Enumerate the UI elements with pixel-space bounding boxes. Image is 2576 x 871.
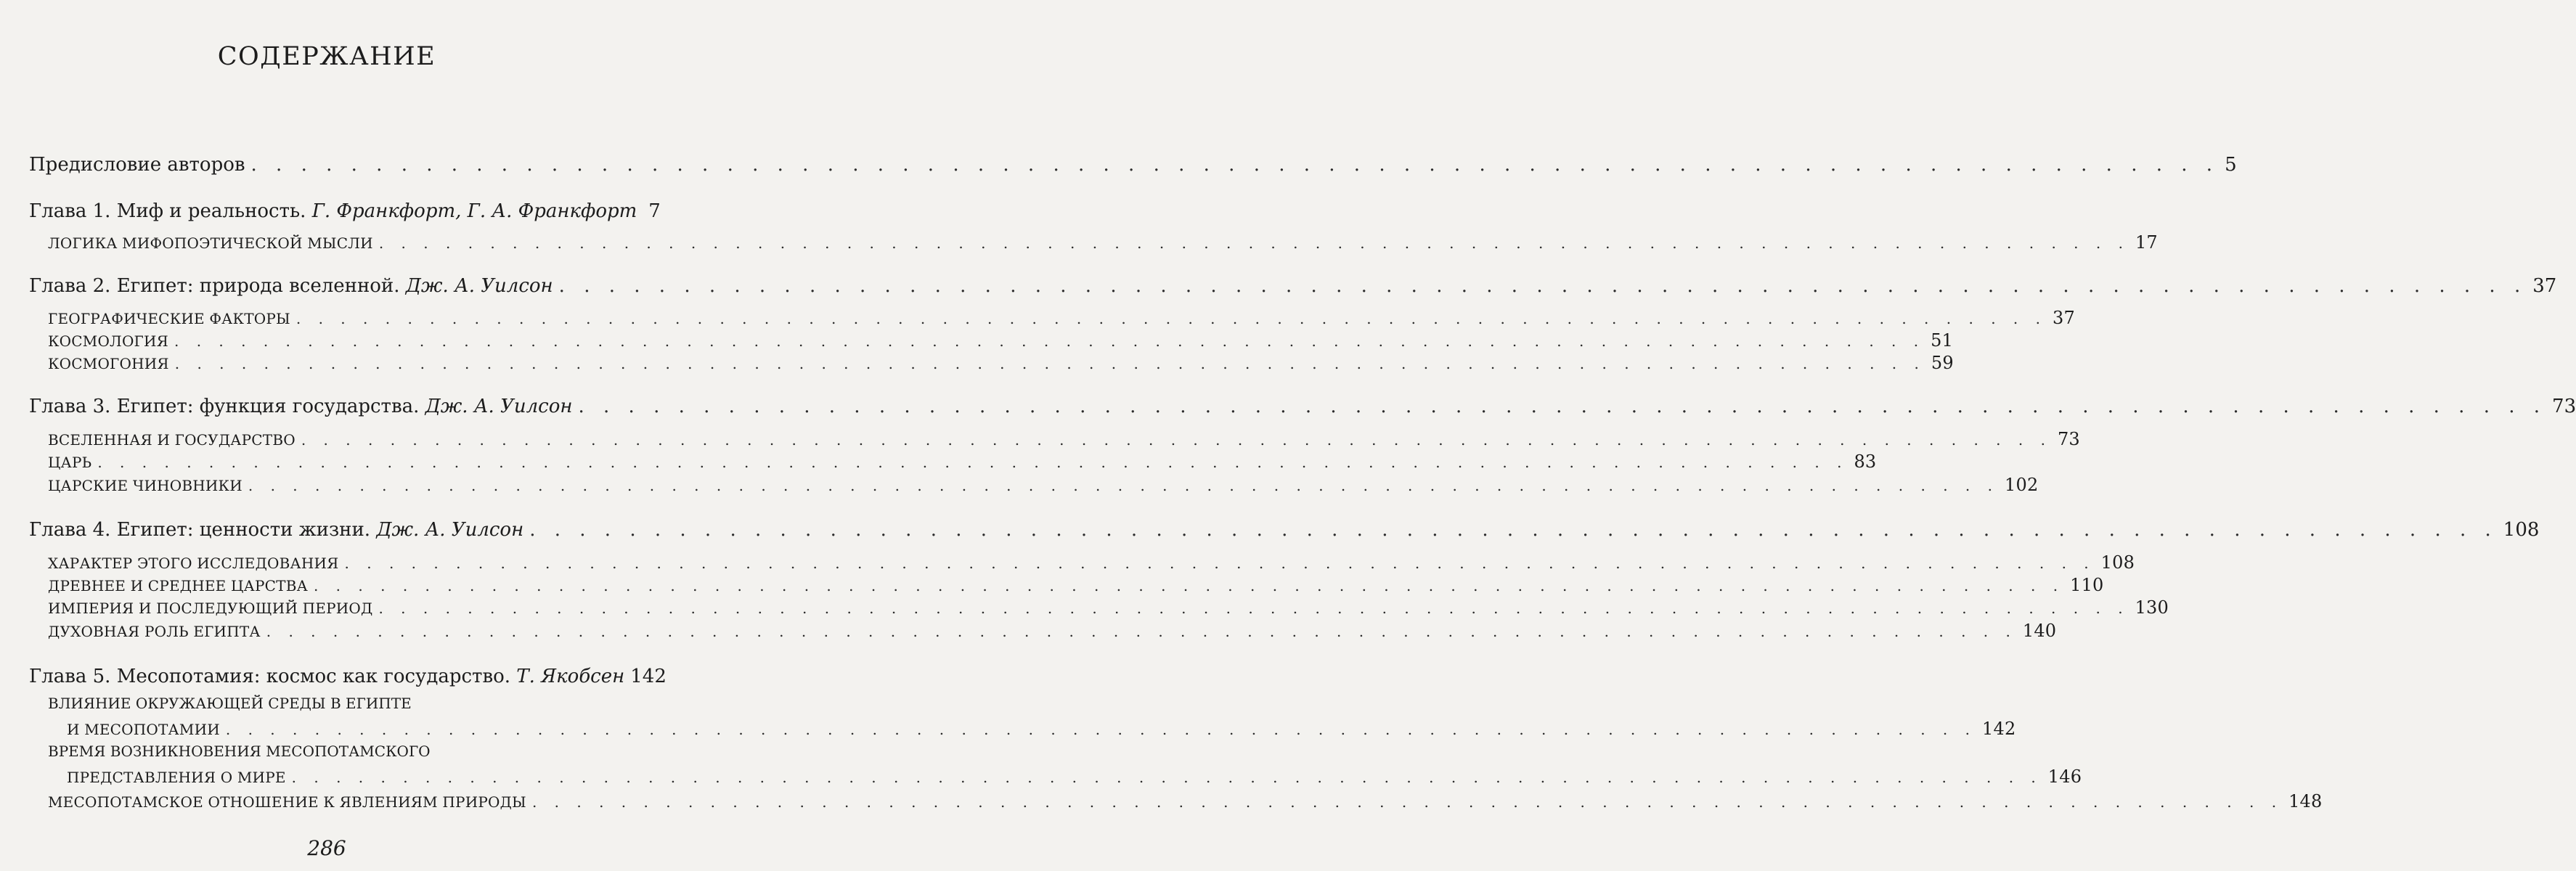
toc-section-title: ЦАРСКИЕ ЧИНОВНИКИ	[48, 477, 242, 494]
toc-section-page: 146	[2047, 766, 2082, 787]
toc-entry-title: Глава 2. Египет: природа вселенной.	[29, 275, 400, 297]
leader-dots	[559, 275, 2527, 297]
toc-section-line-1[interactable]	[48, 695, 412, 712]
toc-section-page: 142	[1982, 719, 2016, 739]
leader-dots	[266, 623, 2017, 640]
toc-entry-page: 142	[630, 666, 667, 687]
toc-section-page: 37	[2053, 308, 2075, 328]
toc-section[interactable]	[48, 353, 1954, 373]
leader-dots	[578, 396, 2546, 417]
toc-entry-chapter-1[interactable]	[29, 200, 661, 222]
toc-section-title: ПРЕДСТАВЛЕНИЯ О МИРЕ	[67, 769, 286, 786]
toc-entry-chapter-2[interactable]	[29, 275, 2557, 297]
leader-dots	[379, 234, 2129, 252]
toc-section[interactable]	[48, 308, 2075, 328]
toc-section[interactable]	[48, 232, 2158, 253]
toc-entry-page: 37	[2532, 275, 2557, 297]
toc-section[interactable]	[48, 575, 2104, 595]
leader-dots	[251, 154, 2220, 176]
toc-entry-author: Г. Франкфорт, Г. А. Франкфорт	[311, 200, 637, 222]
toc-section[interactable]	[48, 791, 2323, 811]
toc-section[interactable]	[67, 719, 2016, 739]
toc-section-page: 130	[2135, 597, 2169, 618]
toc-section-page: 59	[1931, 353, 1954, 373]
toc-entry-preface[interactable]	[29, 154, 2237, 176]
leader-dots	[345, 555, 2095, 572]
leader-dots	[296, 310, 2047, 327]
toc-section-page: 140	[2022, 621, 2057, 641]
page-title: СОДЕРЖАНИЕ	[217, 42, 436, 71]
toc-section-title: МЕСОПОТАМСКОЕ ОТНОШЕНИЕ К ЯВЛЕНИЯМ ПРИРОДЫ	[48, 793, 526, 811]
leader-dots	[174, 332, 1925, 350]
toc-section-title: ВРЕМЯ ВОЗНИКНОВЕНИЯ МЕСОПОТАМСКОГО	[48, 743, 431, 760]
toc-section-page: 17	[2135, 232, 2158, 253]
leader-dots	[226, 721, 1976, 738]
toc-section-title: ЦАРЬ	[48, 454, 92, 471]
toc-section[interactable]	[48, 597, 2169, 618]
toc-section-title: ВЛИЯНИЕ ОКРУЖАЮЩЕЙ СРЕДЫ В ЕГИПТЕ	[48, 695, 412, 712]
toc-section-title: ИМПЕРИЯ И ПОСЛЕДУЮЩИЙ ПЕРИОД	[48, 600, 373, 617]
toc-section[interactable]	[48, 552, 2135, 573]
leader-dots	[378, 600, 2129, 617]
toc-entry-title: Глава 1. Миф и реальность.	[29, 200, 306, 222]
toc-section-title: ЛОГИКА МИФОПОЭТИЧЕСКОЙ МЫСЛИ	[48, 234, 373, 252]
toc-section[interactable]	[48, 429, 2080, 449]
leader-dots	[529, 519, 2498, 541]
toc-section-title: И МЕСОПОТАМИИ	[67, 721, 220, 738]
leader-dots	[175, 355, 1925, 372]
toc-section-title: ДУХОВНАЯ РОЛЬ ЕГИПТА	[48, 623, 261, 640]
toc-section-page: 83	[1854, 451, 1877, 472]
toc-entry-author: Дж. А. Уилсон	[376, 519, 524, 541]
toc-entry-page: 5	[2225, 154, 2237, 176]
leader-dots	[532, 793, 2283, 811]
toc-section-title: ВСЕЛЕННАЯ И ГОСУДАРСТВО	[48, 431, 295, 449]
toc-section[interactable]	[48, 451, 1877, 472]
toc-section-page: 148	[2288, 791, 2323, 811]
leader-dots	[292, 769, 2042, 786]
leader-dots	[248, 477, 1999, 494]
page-number: 286	[307, 836, 346, 860]
toc-section-title: ХАРАКТЕР ЭТОГО ИССЛЕДОВАНИЯ	[48, 555, 339, 572]
toc-entry-chapter-4[interactable]	[29, 519, 2540, 541]
toc-section-title: ДРЕВНЕЕ И СРЕДНЕЕ ЦАРСТВА	[48, 577, 308, 594]
toc-section-title: КОСМОГОНИЯ	[48, 355, 169, 372]
leader-dots	[301, 431, 2052, 449]
toc-section-title: КОСМОЛОГИЯ	[48, 332, 168, 350]
toc-entry-author: Т. Якобсен	[516, 666, 625, 687]
toc-entry-page: 108	[2503, 519, 2540, 541]
toc-section-line-1[interactable]	[48, 743, 431, 760]
toc-entry-title: Глава 5. Месопотамия: космос как государство.	[29, 666, 510, 687]
toc-section-page: 73	[2057, 429, 2080, 449]
toc-entry-page: 73	[2552, 396, 2576, 417]
leader-dots	[97, 454, 1848, 471]
toc-entry-title: Глава 3. Египет: функция государства.	[29, 396, 420, 417]
toc-entry-title: Предисловие авторов	[29, 154, 245, 176]
toc-section[interactable]	[48, 330, 1954, 351]
toc-entry-author: Дж. А. Уилсон	[425, 396, 573, 417]
toc-section-title: ГЕОГРАФИЧЕСКИЕ ФАКТОРЫ	[48, 310, 290, 327]
toc-entry-chapter-3[interactable]	[29, 396, 2576, 417]
toc-entry-author: Дж. А. Уилсон	[405, 275, 553, 297]
toc-section[interactable]	[48, 621, 2057, 641]
toc-section[interactable]	[48, 475, 2039, 495]
toc-entry-title: Глава 4. Египет: ценности жизни.	[29, 519, 371, 541]
leader-dots	[314, 577, 2064, 594]
toc-section[interactable]	[67, 766, 2082, 787]
toc-section-page: 51	[1931, 330, 1954, 351]
toc-section-page: 102	[2005, 475, 2039, 495]
toc-entry-page: 7	[648, 200, 661, 222]
toc-entry-chapter-5[interactable]	[29, 666, 667, 687]
toc-section-page: 108	[2100, 552, 2135, 573]
toc-section-page: 110	[2070, 575, 2104, 595]
